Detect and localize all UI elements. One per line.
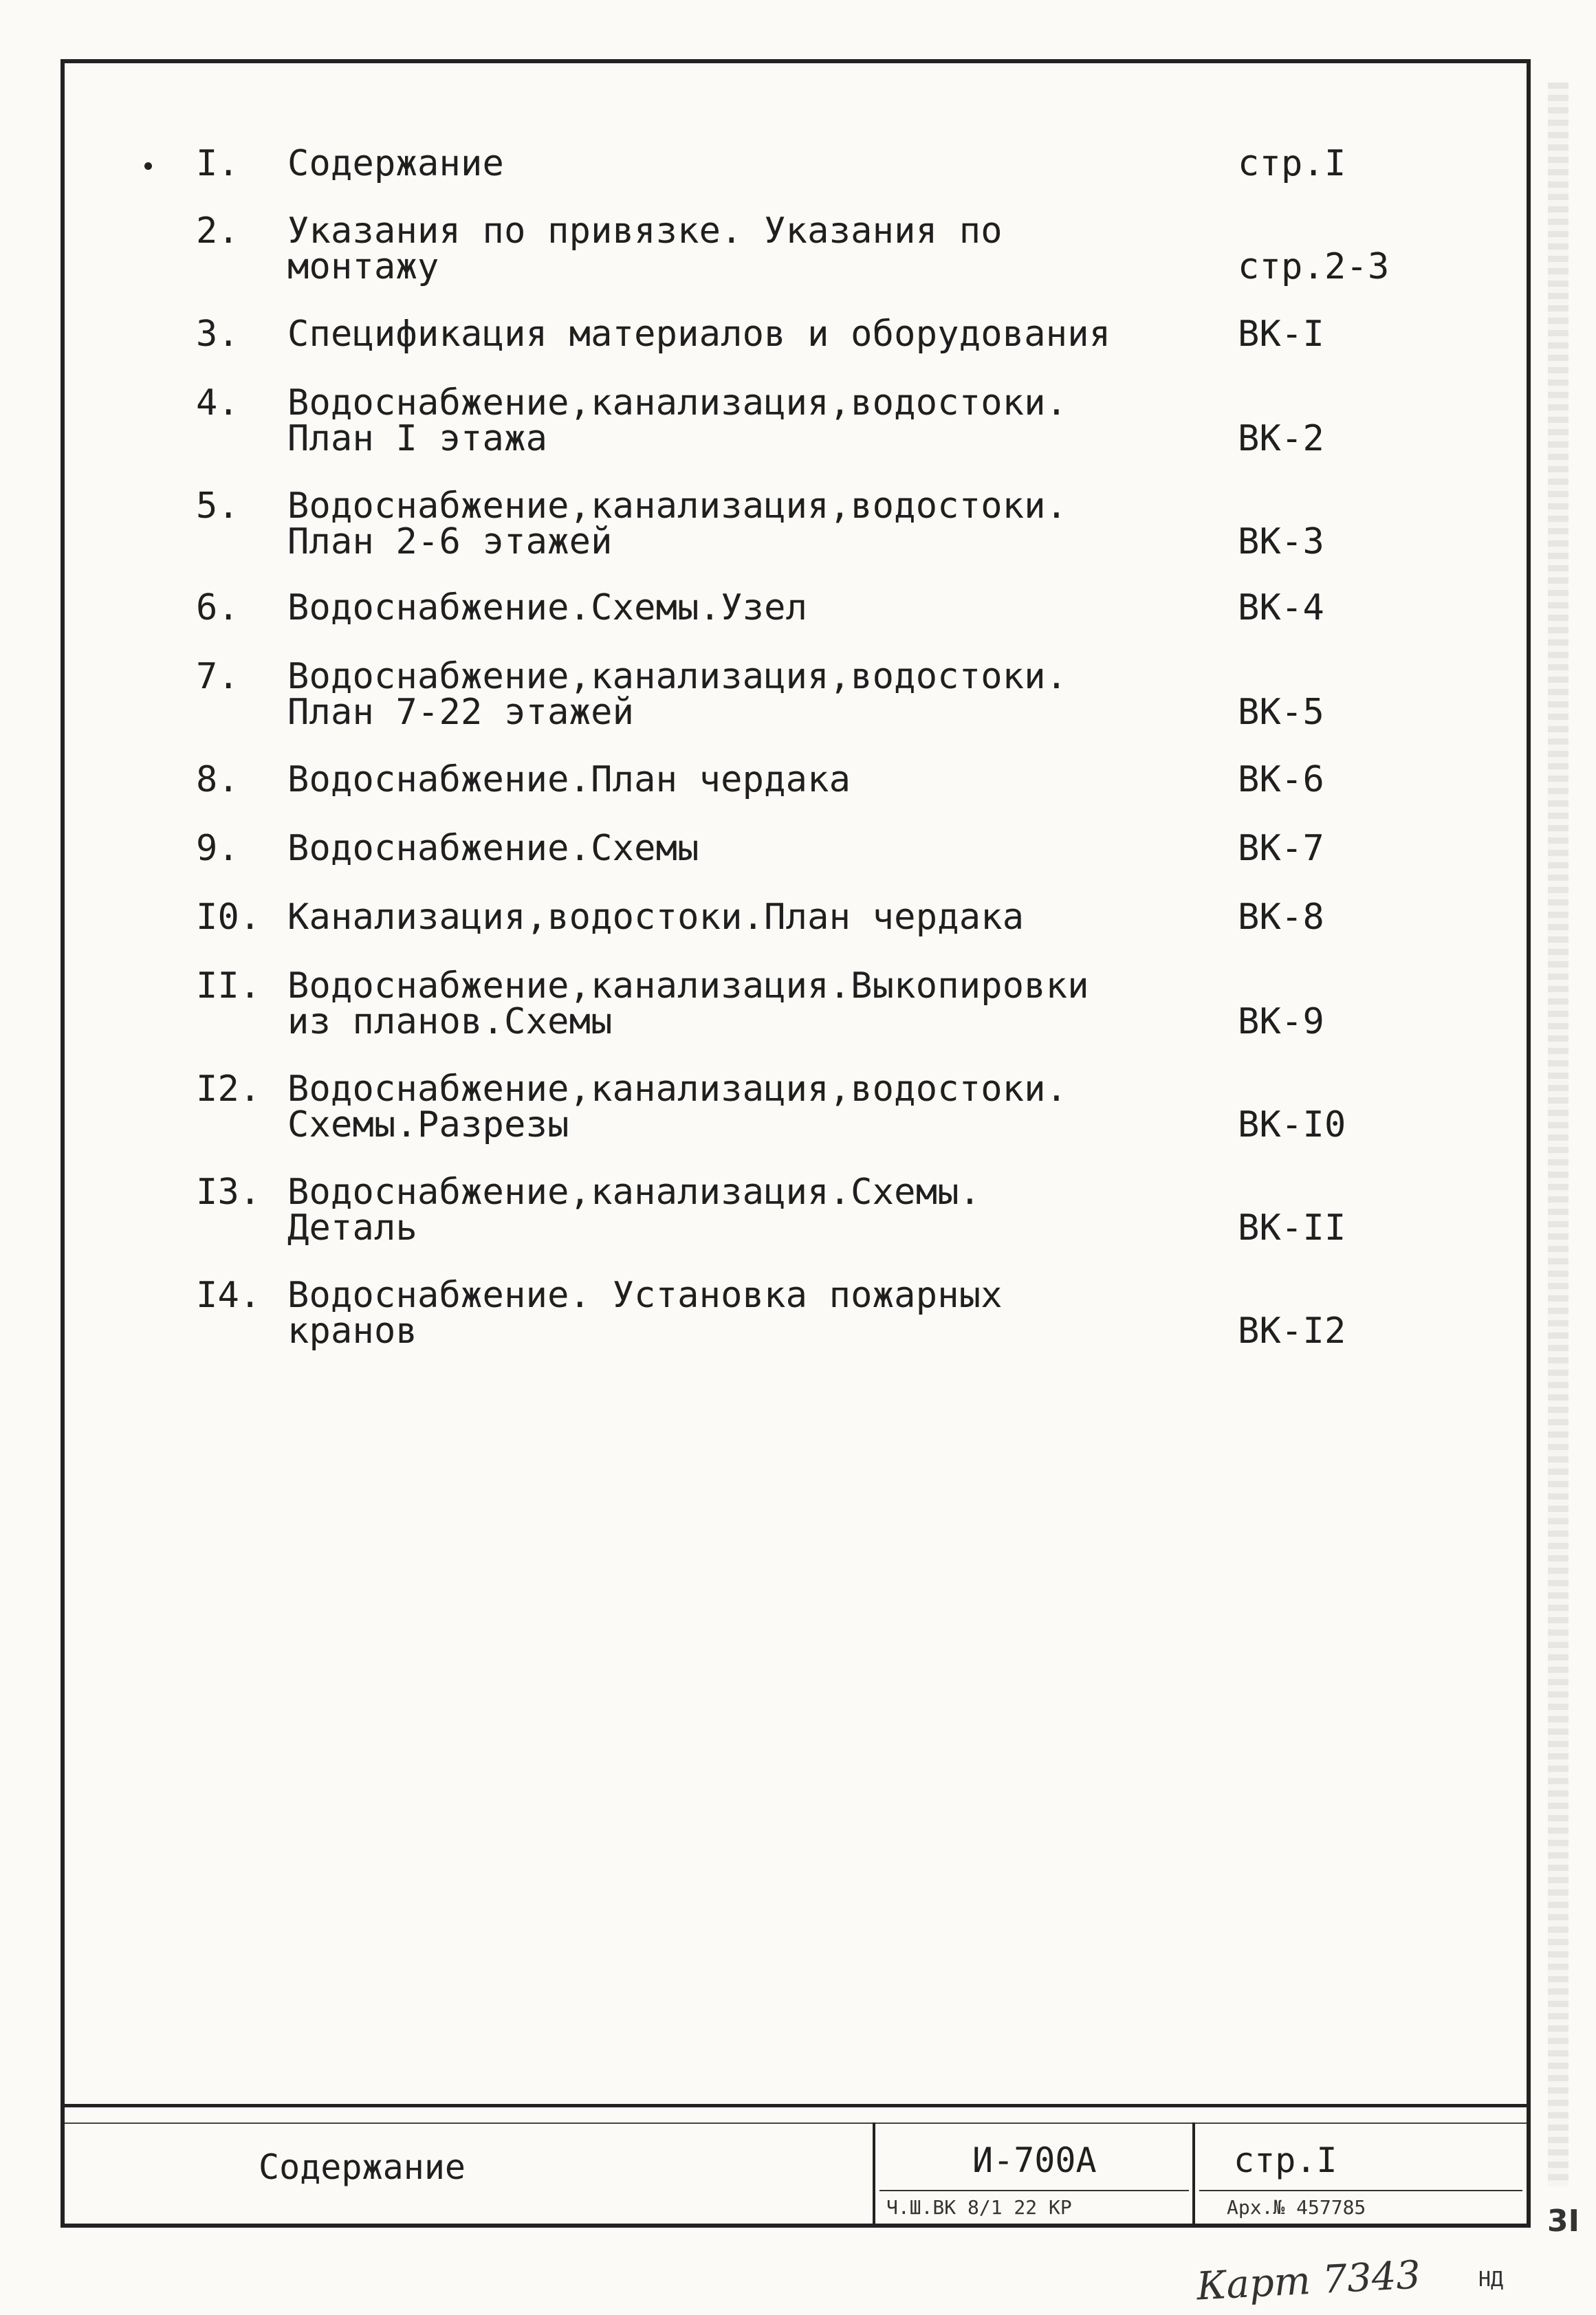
toc-item-title-line: Водоснабжение.План чердака (287, 759, 851, 800)
toc-item (0, 210, 1596, 296)
toc-item-title-line: План 7-22 этажей (287, 692, 635, 733)
toc-item-number: I. (196, 143, 240, 184)
toc-item-title-line: Схемы.Разрезы (287, 1104, 569, 1145)
toc-item-title-line: Спецификация материалов и оборудования (287, 314, 1111, 355)
title-block-page-rule (1199, 2190, 1522, 2191)
handwritten-note: Карт 7343 (1195, 2252, 1422, 2309)
toc-item-title-line: Водоснабжение,канализация,водостоки. (287, 1068, 1068, 1110)
toc-item-title-line: из планов.Схемы (287, 1001, 613, 1042)
toc-item-number: I2. (196, 1068, 261, 1110)
toc-item (0, 965, 1596, 1051)
toc-item (0, 382, 1596, 468)
toc-item-title-line: монтажу (287, 246, 439, 287)
toc-item-page-ref: ВК-5 (1238, 692, 1325, 733)
toc-item-title-line: Водоснабжение,канализация.Выкопировки (287, 965, 1089, 1007)
toc-item-number: II. (196, 965, 261, 1007)
toc-item-title-line: Указания по привязке. Указания по (287, 210, 1003, 252)
toc-item-title-line: Водоснабжение,канализация,водостоки. (287, 656, 1068, 697)
toc-item-page-ref: ВК-8 (1238, 897, 1325, 938)
toc-item (0, 1068, 1596, 1154)
toc-item-page-ref: стр.I (1238, 143, 1346, 184)
toc-item-number: 2. (196, 210, 240, 252)
title-block-code-rule (879, 2190, 1189, 2191)
toc-item-page-ref: стр.2-3 (1238, 246, 1390, 287)
toc-item-number: 8. (196, 759, 240, 800)
toc-item-number: 5. (196, 485, 240, 527)
toc-item-page-ref: ВК-4 (1238, 587, 1325, 628)
toc-item-title-line: Водоснабжение.Схемы (287, 828, 699, 869)
toc-item (0, 1174, 1596, 1257)
toc-item-page-ref: ВК-I0 (1238, 1104, 1346, 1145)
toc-item-number: 6. (196, 587, 240, 628)
side-number: 3I (1547, 2204, 1579, 2239)
title-block-divider-1 (873, 2122, 875, 2226)
toc-item (0, 485, 1596, 571)
toc-item-number: 4. (196, 382, 240, 424)
toc-item-page-ref: ВК-2 (1238, 418, 1325, 459)
toc-item-page-ref: ВК-9 (1238, 1001, 1325, 1042)
corner-code: НД (1478, 2268, 1504, 2292)
toc-item-title-line: кранов (287, 1310, 418, 1352)
toc-item-title-line: Канализация,водостоки.План чердака (287, 897, 1025, 938)
title-block (61, 2104, 1531, 2228)
toc-item-title-line: Водоснабжение,канализация.Схемы. (287, 1172, 981, 1213)
toc-item-title-line: Водоснабжение.Схемы.Узел (287, 587, 808, 628)
toc-item-title-line: Деталь (287, 1207, 418, 1249)
title-block-divider-2 (1192, 2122, 1195, 2226)
toc-item-number: I3. (196, 1172, 261, 1213)
toc-item-number: I4. (196, 1275, 261, 1316)
toc-item-title-line: Водоснабжение. Установка пожарных (287, 1275, 1003, 1316)
title-block-subcode: Ч.Ш.ВК 8/1 22 КР (886, 2196, 1072, 2219)
toc-item-title-line: Водоснабжение,канализация,водостоки. (287, 382, 1068, 424)
toc-item-title-line: План I этажа (287, 418, 548, 459)
toc-item-title-line: Содержание (287, 143, 505, 184)
toc-item-number: 7. (196, 656, 240, 697)
toc-item-page-ref: ВК-I2 (1238, 1310, 1346, 1352)
toc-item-number: I0. (196, 897, 261, 938)
toc-item (0, 656, 1596, 741)
title-block-page: стр.I (1234, 2140, 1337, 2180)
toc-item-page-ref: ВК-7 (1238, 828, 1325, 869)
title-block-archive: Арх.№ 457785 (1227, 2196, 1366, 2219)
title-block-title: Содержание (259, 2147, 466, 2187)
toc-item-number: 9. (196, 828, 240, 869)
toc-item-page-ref: ВК-6 (1238, 759, 1325, 800)
toc-item (0, 1277, 1596, 1360)
toc-item-number: 3. (196, 314, 240, 355)
toc-item-page-ref: ВК-I (1238, 314, 1325, 355)
toc-item-page-ref: ВК-II (1238, 1207, 1346, 1249)
toc-item-page-ref: ВК-3 (1238, 521, 1325, 562)
toc-item-title-line: План 2-6 этажей (287, 521, 613, 562)
title-block-code: И-700А (972, 2140, 1097, 2180)
title-block-rule (65, 2122, 1527, 2124)
toc-item-title-line: Водоснабжение,канализация,водостоки. (287, 485, 1068, 527)
